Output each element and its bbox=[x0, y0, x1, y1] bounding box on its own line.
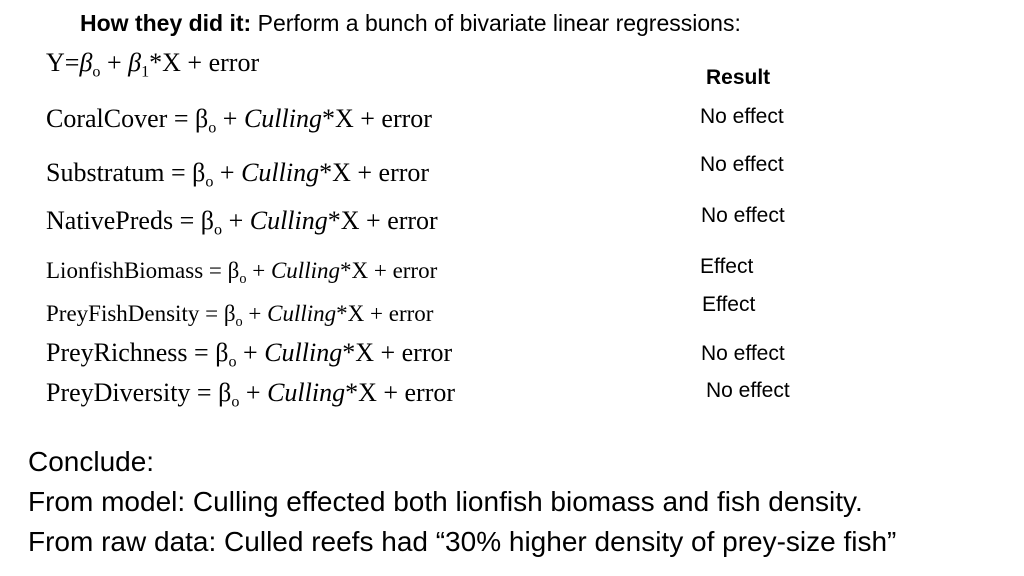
result-value: No effect bbox=[701, 342, 785, 365]
equation-variable: CoralCover bbox=[46, 104, 168, 133]
equals-beta: = β bbox=[173, 206, 214, 235]
equation-row bbox=[46, 158, 430, 191]
equation-tail: *X + error bbox=[342, 338, 453, 367]
equation-tail: *X + error bbox=[321, 104, 432, 133]
equals-beta: = β bbox=[190, 378, 232, 407]
beta-1-subscript: 1 bbox=[141, 63, 150, 81]
equals-beta: = β bbox=[203, 258, 240, 283]
culling-term: Culling bbox=[267, 301, 337, 326]
beta-subscript: o bbox=[208, 119, 217, 137]
result-value: No effect bbox=[700, 153, 784, 176]
heading-text: Perform a bunch of bivariate linear regressions: bbox=[251, 10, 741, 36]
general-model-equation bbox=[46, 48, 260, 81]
equation-variable: PreyDiversity bbox=[46, 378, 191, 407]
equation-variable: PreyRichness bbox=[46, 338, 188, 367]
culling-term: Culling bbox=[241, 158, 320, 187]
equation-tail: *X + error bbox=[319, 158, 430, 187]
culling-term: Culling bbox=[243, 104, 322, 133]
equation-variable: Substratum bbox=[46, 158, 165, 187]
result-value: No effect bbox=[701, 204, 785, 227]
equation-tail: *X + error bbox=[327, 206, 438, 235]
conclusion-line-model: From model: Culling effected both lionfish biomass and fish density. bbox=[28, 486, 863, 517]
beta-subscript: o bbox=[214, 221, 223, 239]
plus-sign: + bbox=[236, 338, 265, 367]
result-value: Effect bbox=[702, 293, 756, 316]
result-column-header: Result bbox=[706, 66, 771, 89]
equals-beta: = β bbox=[199, 301, 236, 326]
conclusion-title: Conclude: bbox=[28, 446, 155, 477]
beta-0-subscript: o bbox=[92, 63, 101, 81]
equation-tail: *X + error bbox=[339, 258, 438, 283]
model-lhs: Y= bbox=[46, 48, 80, 77]
beta-subscript: o bbox=[231, 393, 240, 411]
plus-sign: + bbox=[222, 206, 250, 235]
conclusion-line-raw-data: From raw data: Culled reefs had “30% higher density of prey-size fish” bbox=[28, 526, 897, 557]
result-value: No effect bbox=[700, 105, 784, 128]
equals-beta: = β bbox=[187, 338, 229, 367]
plus-sign: + bbox=[246, 258, 271, 283]
equation-tail: *X + error bbox=[336, 301, 434, 326]
equation-row bbox=[46, 301, 434, 330]
heading-bold: How they did it: bbox=[80, 10, 252, 36]
equation-variable: NativePreds bbox=[46, 206, 174, 235]
equals-beta: = β bbox=[167, 104, 209, 133]
plus-sign: + bbox=[216, 104, 244, 133]
culling-term: Culling bbox=[264, 338, 343, 367]
equation-row bbox=[46, 206, 438, 239]
model-rest: *X + error bbox=[149, 48, 260, 77]
equation-row bbox=[46, 104, 432, 137]
equation-variable: PreyFishDensity bbox=[46, 301, 200, 326]
plus-sign: + bbox=[213, 158, 242, 187]
plus-sign: + bbox=[100, 48, 129, 77]
beta-1: β bbox=[128, 48, 142, 77]
equation-row bbox=[46, 378, 456, 411]
plus-sign: + bbox=[239, 378, 268, 407]
culling-term: Culling bbox=[249, 206, 328, 235]
equation-row bbox=[46, 258, 438, 287]
slide-heading bbox=[80, 10, 741, 37]
result-value: No effect bbox=[706, 379, 790, 402]
beta-subscript: o bbox=[239, 270, 247, 287]
beta-subscript: o bbox=[228, 353, 237, 371]
result-value: Effect bbox=[700, 255, 754, 278]
equation-tail: *X + error bbox=[345, 378, 456, 407]
culling-term: Culling bbox=[270, 258, 340, 283]
equation-variable: LionfishBiomass bbox=[46, 258, 204, 283]
equation-row bbox=[46, 338, 453, 371]
plus-sign: + bbox=[242, 301, 268, 326]
conclusion-block bbox=[28, 442, 896, 562]
beta-0: β bbox=[79, 48, 93, 77]
equals-beta: = β bbox=[164, 158, 206, 187]
culling-term: Culling bbox=[267, 378, 346, 407]
beta-subscript: o bbox=[235, 313, 243, 330]
beta-subscript: o bbox=[205, 173, 214, 191]
